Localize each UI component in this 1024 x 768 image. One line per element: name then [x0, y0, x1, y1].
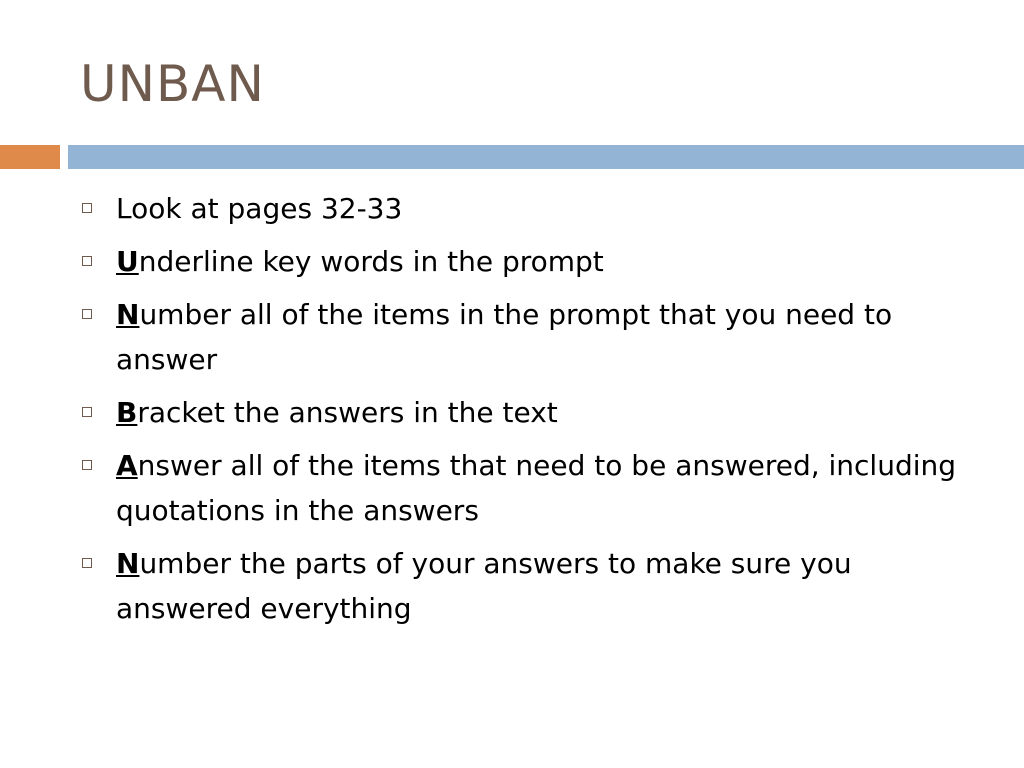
hollow-square-icon: [82, 309, 92, 319]
hollow-square-icon: [82, 203, 92, 213]
bullet-text: nswer all of the items that need to be answered, including quotations in the answers: [116, 449, 957, 527]
slide-title: UNBAN: [80, 55, 265, 113]
bullet-text: umber the parts of your answers to make sure you answered everything: [116, 547, 852, 625]
bullet-list: [82, 186, 982, 639]
hollow-square-icon: [82, 558, 92, 568]
bullet-lead-letter: N: [116, 547, 140, 580]
bullet-lead-letter: A: [116, 449, 138, 482]
bullet-item: [82, 239, 982, 284]
accent-bar-blue: [68, 145, 1024, 169]
bullet-lead-letter: N: [116, 298, 140, 331]
accent-bar-orange: [0, 145, 60, 169]
bullet-item: [82, 541, 982, 631]
hollow-square-icon: [82, 407, 92, 417]
bullet-item: [82, 390, 982, 435]
bullet-text: Look at pages 32-33: [116, 192, 403, 225]
bullet-item: [82, 443, 982, 533]
bullet-text: racket the answers in the text: [137, 396, 558, 429]
bullet-lead-letter: B: [116, 396, 138, 429]
bullet-text: nderline key words in the prompt: [138, 245, 604, 278]
hollow-square-icon: [82, 460, 92, 470]
hollow-square-icon: [82, 256, 92, 266]
bullet-text: umber all of the items in the prompt that you need to answer: [116, 298, 893, 376]
bullet-item: [82, 186, 982, 231]
bullet-lead-letter: U: [116, 245, 139, 278]
bullet-item: [82, 292, 982, 382]
